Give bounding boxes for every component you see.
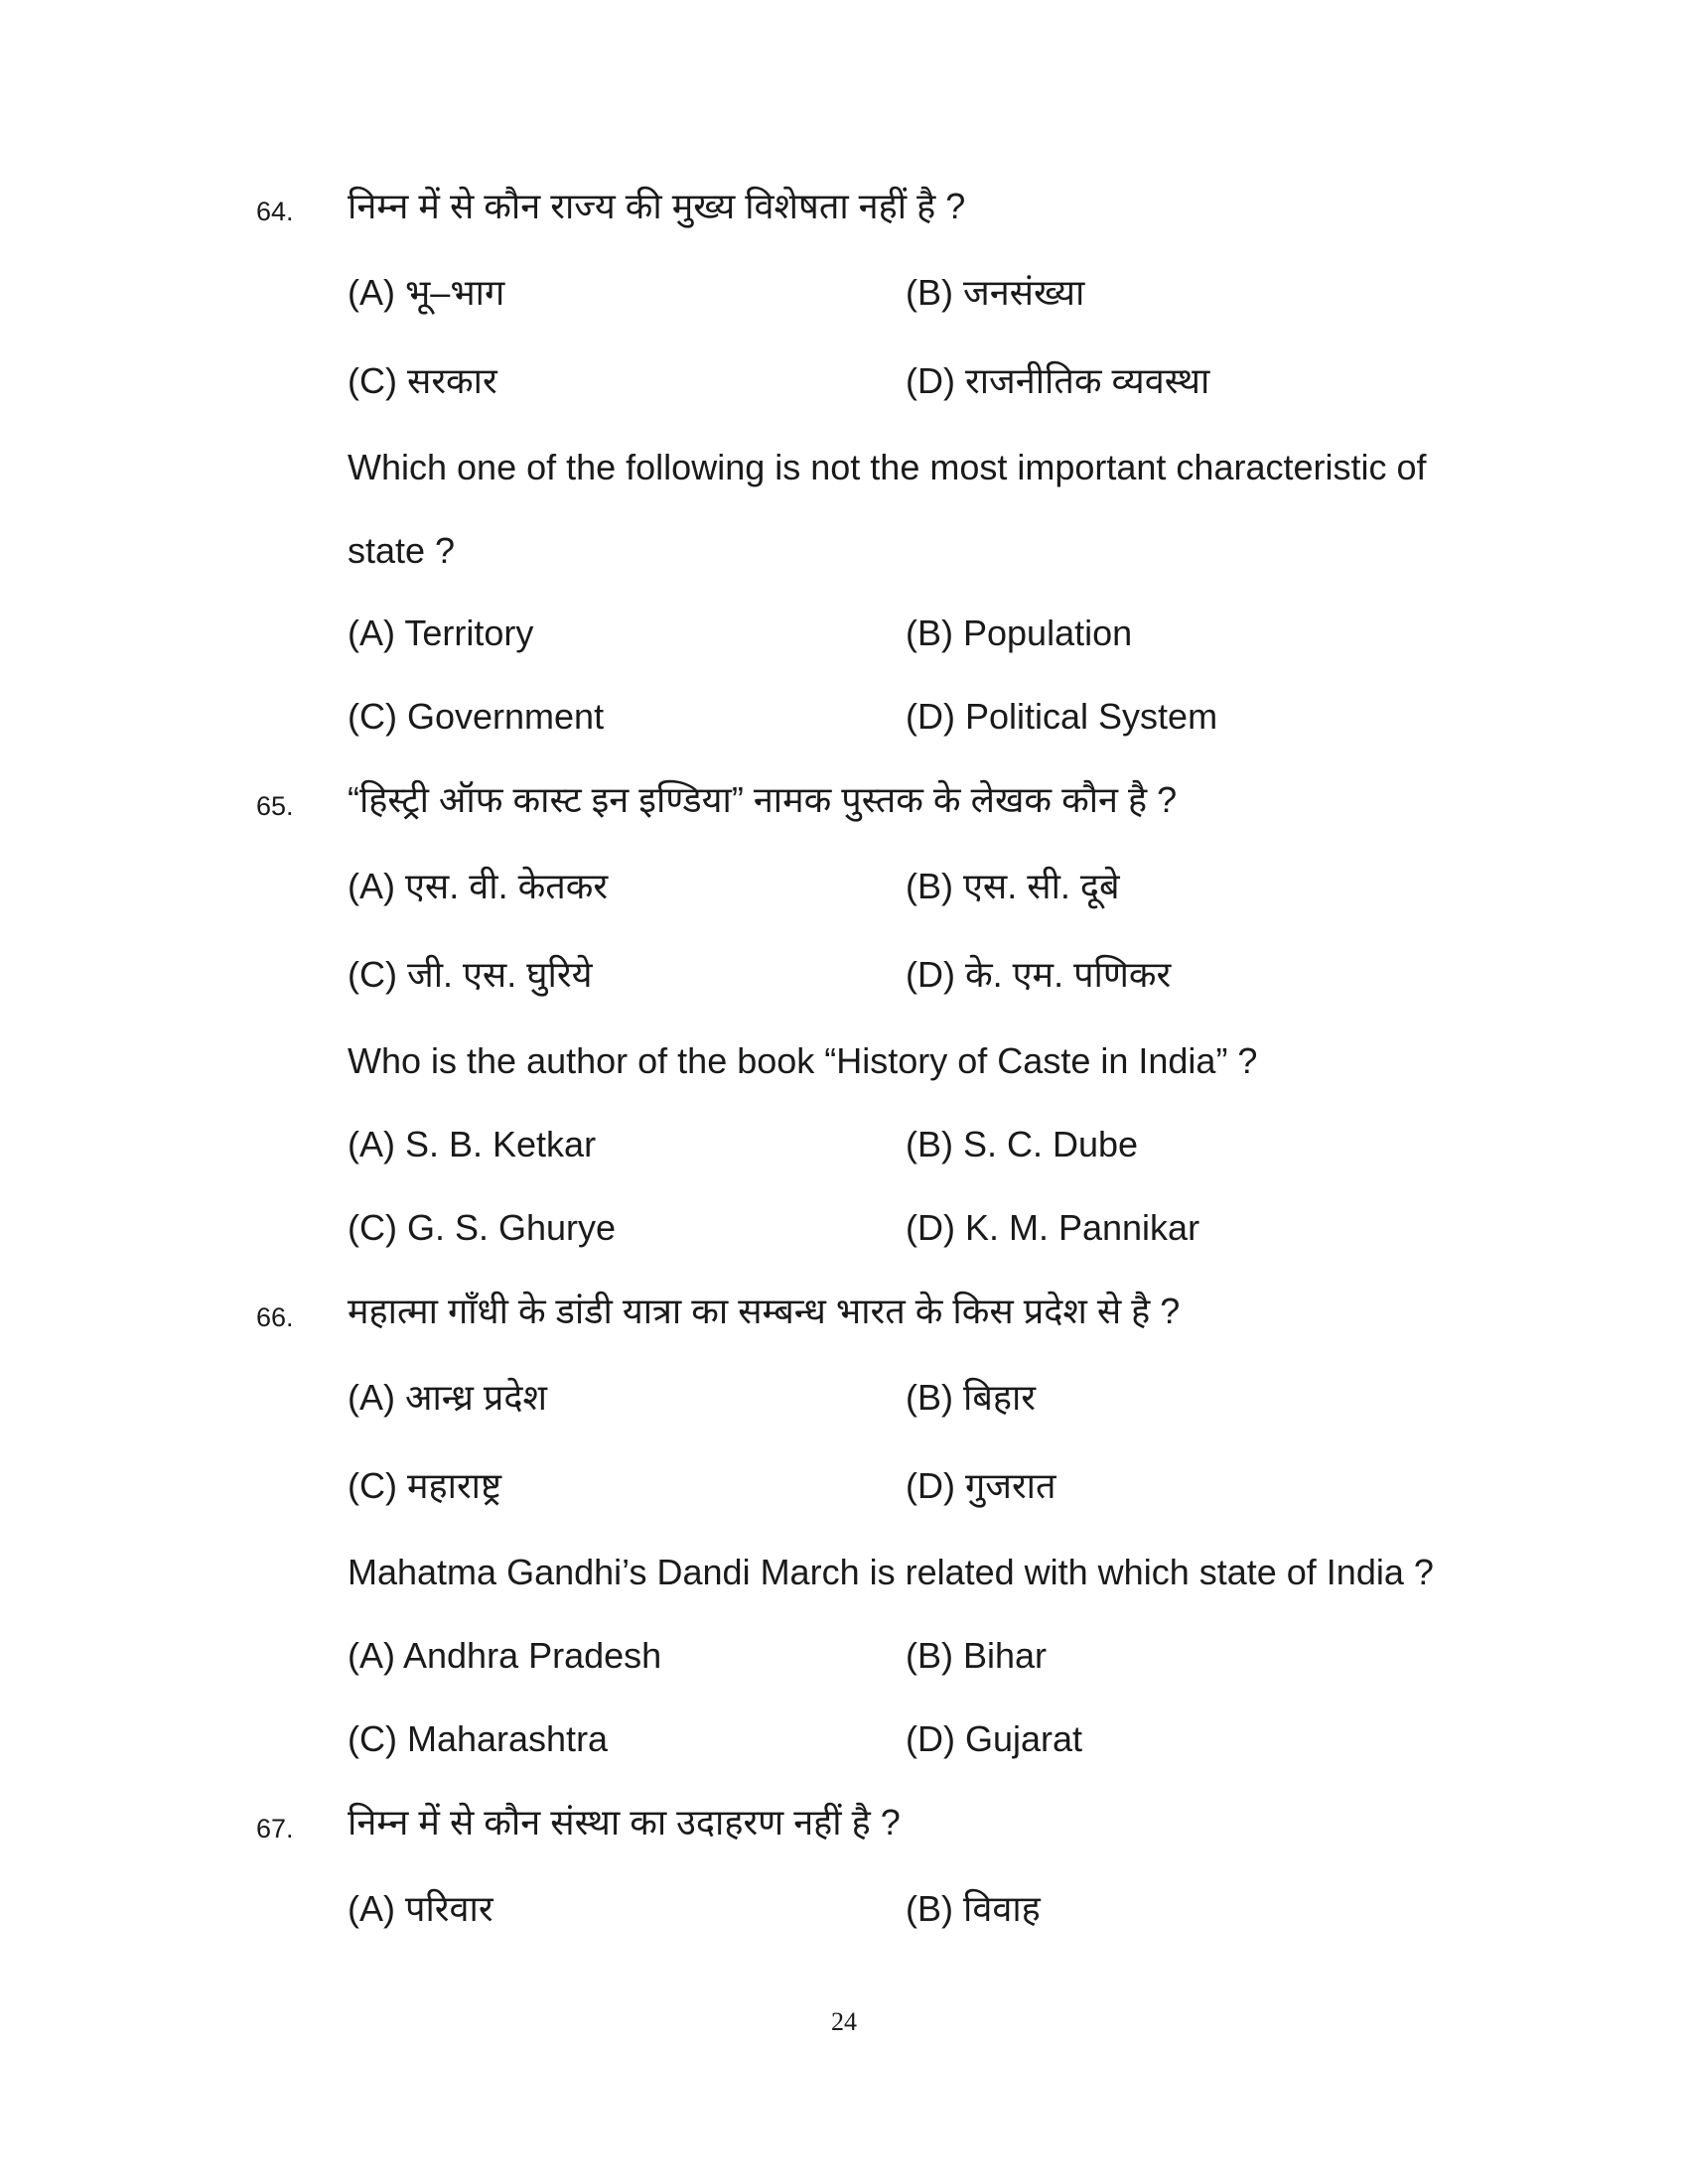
question-text-english-line1: Which one of the following is not the most important characteristic of <box>348 447 1427 487</box>
question-number: 64. <box>256 197 294 226</box>
option-d-hindi: (D) राजनीतिक व्यवस्था <box>906 360 1210 401</box>
option-b-english: (B) S. C. Dube <box>906 1124 1139 1164</box>
option-d-hindi: (D) के. एम. पणिकर <box>906 954 1172 995</box>
option-a-english: (A) S. B. Ketkar <box>348 1124 597 1164</box>
question-text-hindi: महात्मा गाँधी के डांडी यात्रा का सम्बन्ध भारत के किस प्रदेश से है ? <box>348 1291 1181 1331</box>
option-c-hindi: (C) जी. एस. घुरिये <box>348 954 593 995</box>
question-number: 67. <box>256 1814 294 1843</box>
question-text-hindi: “हिस्ट्री ऑफ कास्ट इन इण्डिया” नामक पुस्तक के लेखक कौन है ? <box>348 779 1178 820</box>
option-c-hindi: (C) महाराष्ट्र <box>348 1465 502 1506</box>
option-a-hindi: (A) भू–भाग <box>348 272 505 313</box>
option-c-hindi: (C) सरकार <box>348 360 497 401</box>
option-c-english: (C) Maharashtra <box>348 1718 609 1759</box>
option-a-english: (A) Territory <box>348 613 534 653</box>
option-d-english: (D) Political System <box>906 696 1218 737</box>
option-a-english: (A) Andhra Pradesh <box>348 1635 662 1676</box>
option-d-english: (D) K. M. Pannikar <box>906 1207 1200 1248</box>
option-a-hindi: (A) आन्ध्र प्रदेश <box>348 1377 547 1418</box>
option-b-hindi: (B) एस. सी. दूबे <box>906 866 1120 906</box>
option-b-hindi: (B) जनसंख्या <box>906 272 1085 313</box>
option-c-english: (C) Government <box>348 696 605 737</box>
question-text-english-line1: Mahatma Gandhi’s Dandi March is related with which state of India ? <box>348 1552 1434 1592</box>
page-number: 24 <box>831 2007 857 2036</box>
question-text-english-line2: state ? <box>348 530 456 571</box>
question-text-hindi: निम्न में से कौन संस्था का उदाहरण नहीं है ? <box>348 1802 901 1843</box>
question-text-english-line1: Who is the author of the book “History of Caste in India” ? <box>348 1040 1258 1081</box>
option-a-hindi: (A) परिवार <box>348 1888 493 1929</box>
option-a-hindi: (A) एस. वी. केतकर <box>348 866 609 906</box>
question-number: 66. <box>256 1302 294 1332</box>
question-number: 65. <box>256 791 294 821</box>
option-b-hindi: (B) विवाह <box>906 1888 1041 1929</box>
option-c-english: (C) G. S. Ghurye <box>348 1207 617 1248</box>
question-text-hindi: निम्न में से कौन राज्य की मुख्य विशेषता नहीं है ? <box>348 186 966 226</box>
option-d-english: (D) Gujarat <box>906 1718 1083 1759</box>
option-b-english: (B) Bihar <box>906 1635 1048 1676</box>
option-b-hindi: (B) बिहार <box>906 1377 1037 1418</box>
option-d-hindi: (D) गुजरात <box>906 1465 1056 1506</box>
option-b-english: (B) Population <box>906 613 1133 653</box>
